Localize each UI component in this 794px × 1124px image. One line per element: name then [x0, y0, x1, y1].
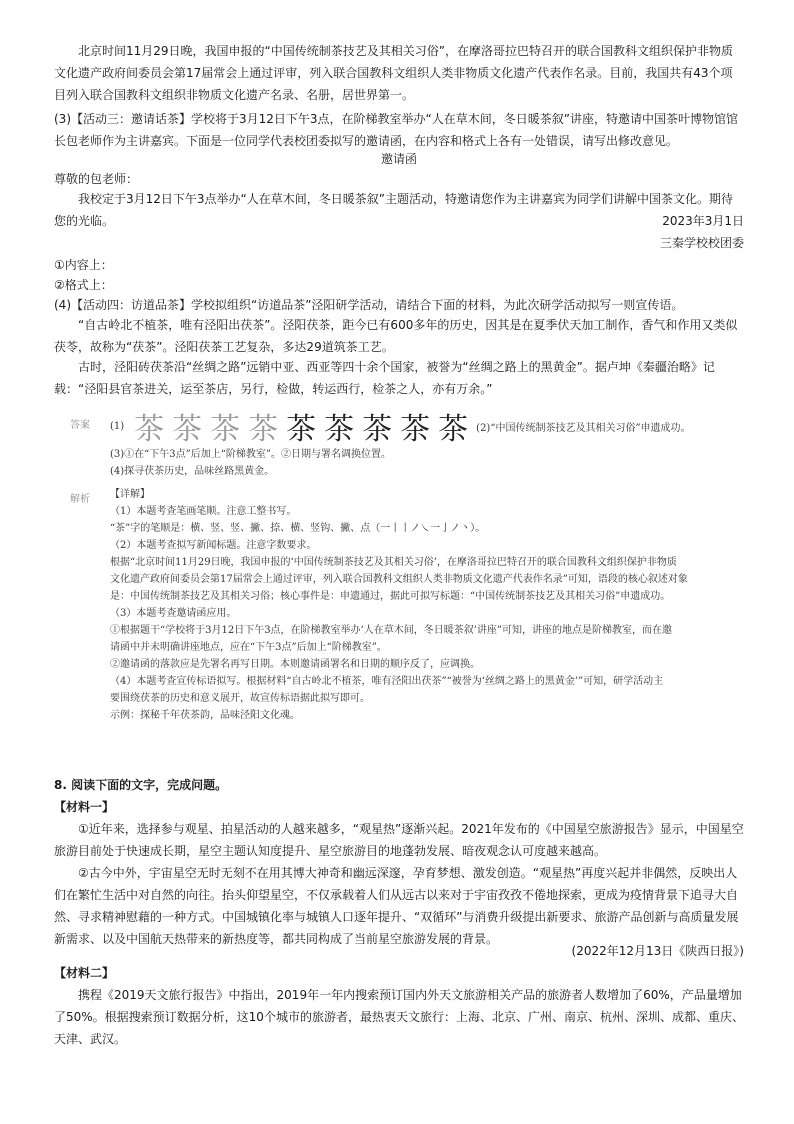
stroke-step-1: 茶	[134, 412, 165, 447]
analysis-line: （4）本题考查宣传标语拟写。根据材料“自古岭北不植茶，唯有泾阳出茯茶”“被誉为‘丝绸之路上的黑黄金’”可知，研学活动主	[110, 676, 664, 687]
answer-item3: (3)①在“下午3点”后加上“阶梯教室”。②日期与署名调换位置。	[110, 449, 391, 460]
answer-item1-number: (1)	[110, 420, 125, 432]
analysis-label: 解析	[70, 494, 90, 505]
analysis-line: 请函中并未明确讲座地点，应在“下午3点”后加上“阶梯教室”。	[110, 642, 387, 653]
analysis-line: 文化遗产政府间委员会第17届常会上通过评审，列入联合国教科文组织人类非物质文化遗产代表作名录”可知，语段的核心叙述对象	[110, 574, 688, 585]
analysis-line: ①根据题干“学校将于3月12日下午3点，在阶梯教室举办‘人在草木间，冬日暖茶叙’讲座”可知，讲座的地点是阶梯教室，而在邀	[110, 625, 673, 636]
letter-title: 邀请函	[380, 152, 417, 166]
analysis-line: （2）本题考查拟写新闻标题。注意字数要求。	[110, 540, 317, 551]
stroke-step-6: 茶	[324, 412, 355, 447]
answer-item4: (4)探寻茯茶历史，品味丝路黑黄金。	[110, 466, 275, 477]
stroke-step-8: 茶	[400, 412, 431, 447]
analysis-line: ②邀请函的落款应是先署名再写日期。本则邀请函署名和日期的顺序反了，应调换。	[110, 659, 480, 670]
material1-paragraph-2: ②古今中外，宇宙星空无时无刻不在用其博大神奇和幽远深邃，孕育梦想、激发创造。“观星热”再度兴起并非偶然，反映出人们在繁忙生活中对自然的向往。抬头仰望星空，不仅承载着人们从远古以来对于宇宙孜孜不倦地探索，更成为疫情背景下追寻大自然、寻求精神慰藉的一种方式。中国城镇化率与城镇人口逐年提升、“双循环”与消费升级提出新要求、旅游产品创新与高质量发展新需求、以及中国航天热带来的新热度等，都共同构成了当前星空旅游发展的背景。	[54, 866, 739, 946]
material1-source: (2022年12月13日《陕西日报》)	[571, 944, 744, 958]
blank-format: ②格式上：	[54, 278, 113, 292]
material2-label: 【材料二】	[54, 966, 115, 980]
letter-salutation: 尊敬的包老师：	[54, 172, 139, 186]
material-paragraph-2: 古时，泾阳砖茯茶沿“丝绸之路”远销中亚、西亚等四十余个国家，被誉为“丝绸之路上的黑黄金”。据卢坤《秦疆治略》记载：“泾阳县官茶进关，运至茶店，另行，检做，转运西行，检茶之人，亦有万余。”	[54, 360, 715, 396]
analysis-line: （3）本题考查邀请函应用。	[110, 608, 237, 619]
letter-body: 我校定于3月12日下午3点举办“人在草木间，冬日暖茶叙”主题活动，特邀请您作为主讲嘉宾为同学们讲解中国茶文化。期待您的光临。	[54, 192, 733, 228]
letter-date: 2023年3月1日	[662, 214, 744, 228]
analysis-line: 【详解】	[110, 489, 150, 500]
stroke-step-5: 茶	[286, 412, 317, 447]
intro-paragraph: 北京时间11月29日晚，我国申报的“中国传统制茶技艺及其相关习俗”，在摩洛哥拉巴特召开的联合国教科文组织保护非物质文化遗产政府间委员会第17届常会上通过评审，列入联合国教科文组织人类非物质文化遗产代表作名录。目前，我国共有43个项目列入联合国教科文组织非物质文化遗产名录、名册，居世界第一。	[54, 44, 733, 102]
analysis-line: （1）本题考查笔画笔顺。注意工整书写。	[110, 506, 297, 517]
analysis-line: 根据“北京时间11月29日晚，我国申报的‘中国传统制茶技艺及其相关习俗’，在摩洛哥拉巴特召开的联合国教科文组织保护非物质	[110, 557, 677, 568]
stroke-step-7: 茶	[362, 412, 393, 447]
analysis-line: “茶”字的笔顺是：横、竖、竖、撇、捺、横、竖钩、撇、点（一丨丨ノ㇏一亅ノ丶）。	[110, 523, 486, 534]
activity3-paragraph: (3)【活动三：邀请话茶】学校将于3月12日下午3点，在阶梯教室举办“人在草木间，冬日暖茶叙”讲座，特邀请中国茶叶博物馆馆长包老师作为主讲嘉宾。下面是一位同学代表校团委拟写的邀请函，在内容和格式上各有一处错误，请写出修改意见。	[54, 112, 738, 148]
stroke-step-2: 茶	[172, 412, 203, 447]
analysis-line: 是：中国传统制茶技艺及其相关习俗；核心事件是：申遗通过，据此可拟写标题：“中国传统制茶技艺及其相关习俗”申遗成功。	[110, 591, 671, 602]
letter-signature: 三秦学校校团委	[659, 236, 744, 250]
stroke-step-9: 茶	[438, 412, 469, 447]
answer-label: 答案	[70, 420, 90, 431]
activity4-paragraph: (4)【活动四：访道品茶】学校拟组织“访道品茶”泾阳研学活动，请结合下面的材料，为此次研学活动拟写一则宣传语。	[54, 298, 684, 312]
material1-paragraph-1: ①近年来，选择参与观星、拍星活动的人越来越多，“观星热”逐渐兴起。2021年发布的《中国星空旅游报告》显示，中国星空旅游目前处于快速成长期，星空主题认知度提升、星空旅游目的地蓬勃发展、暗夜观念认可度越来越高。	[54, 822, 744, 858]
stroke-step-4: 茶	[248, 412, 279, 447]
blank-content: ①内容上：	[54, 258, 113, 272]
analysis-body	[110, 486, 730, 724]
answer-item2: (2)“中国传统制茶技艺及其相关习俗”申遗成功。	[476, 422, 691, 434]
stroke-step-3: 茶	[210, 412, 241, 447]
material1-label: 【材料一】	[54, 800, 115, 814]
analysis-line: 要围绕茯茶的历史和意义展开，故宣传标语据此拟写即可。	[110, 693, 370, 704]
material2-paragraph-1: 携程《2019天文旅行报告》中指出，2019年一年内搜索预订国内外天文旅游相关产品的旅游者人数增加了60%，产品量增加了50%。根据搜索预订数据分析，这10个城市的旅游者，最热衷天文旅行：上海、北京、广州、南京、杭州、深圳、成都、重庆、天津、武汉。	[54, 988, 744, 1046]
material-paragraph-1: “自古岭北不植茶，唯有泾阳出茯茶”。泾阳茯茶，距今已有600多年的历史，因其是在夏季伏天加工制作，香气和作用又类似茯苓，故称为“茯茶”。泾阳茯茶工艺复杂，多达29道筑茶工艺。	[54, 318, 738, 354]
analysis-line: 示例：探秘千年茯茶韵，品味泾阳文化魂。	[110, 710, 300, 721]
q8-title: 8. 阅读下面的文字，完成问题。	[54, 778, 228, 792]
stroke-order-row	[110, 408, 691, 447]
